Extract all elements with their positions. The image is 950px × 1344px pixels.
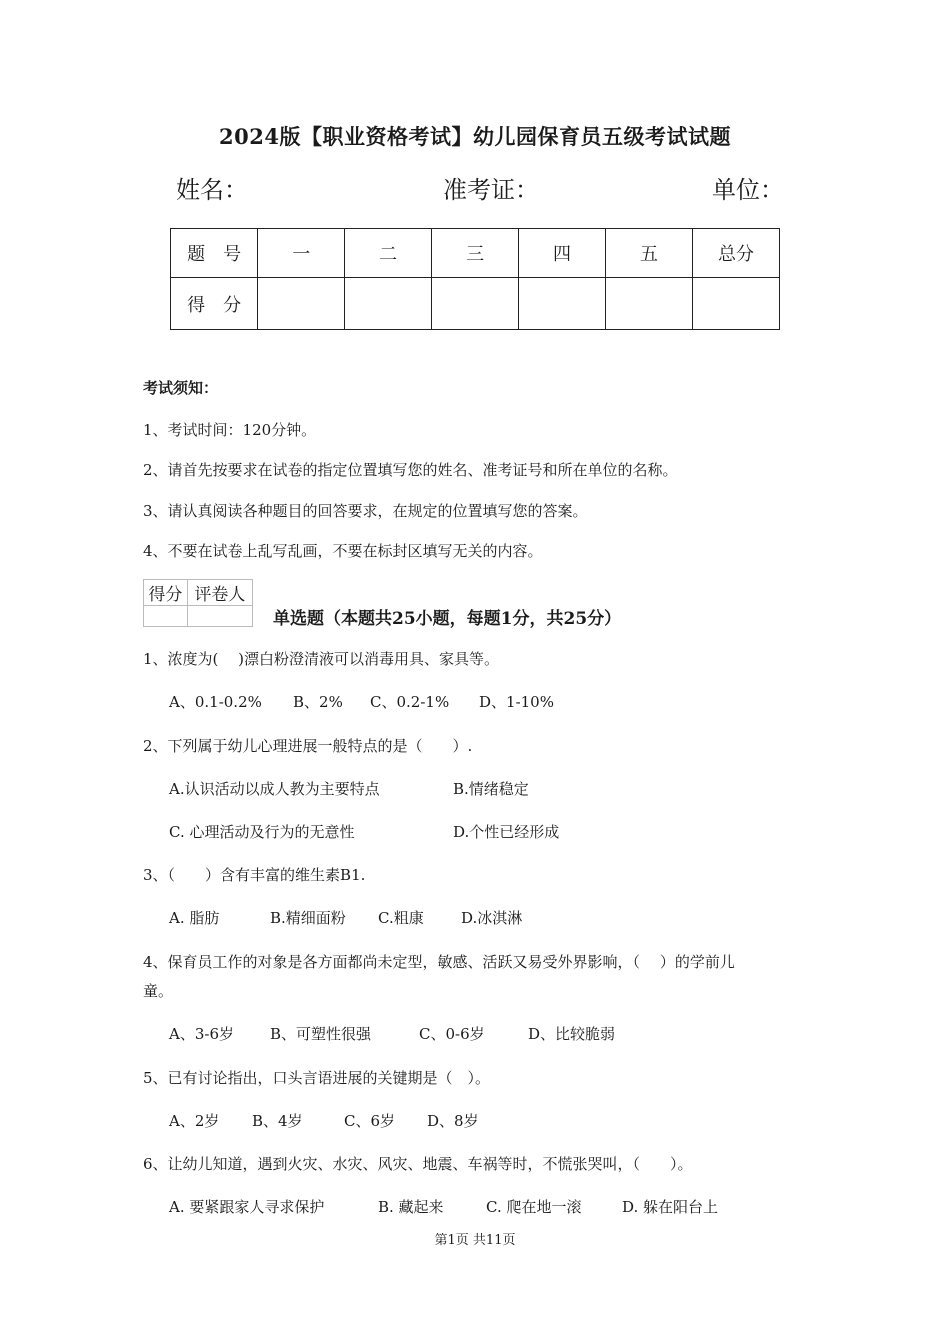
- question-option: D.个性已经形成: [453, 823, 560, 841]
- question-stem: 2、下列属于幼儿心理进展一般特点的是（ ）.: [143, 737, 473, 755]
- notice-item: 2、请首先按要求在试卷的指定位置填写您的姓名、准考证号和所在单位的名称。: [143, 461, 678, 479]
- question-option: D. 躲在阳台上: [622, 1198, 719, 1216]
- grader-name-label: 评卷人: [187, 580, 252, 606]
- score-cell[interactable]: [519, 278, 606, 330]
- question-option: C、6岁: [344, 1112, 396, 1130]
- score-cell[interactable]: [606, 278, 693, 330]
- question-option: A. 要紧跟家人寻求保护: [169, 1198, 325, 1216]
- question-option: D、1-10%: [479, 693, 554, 711]
- question-option: A、2岁: [169, 1112, 220, 1130]
- score-cell[interactable]: [258, 278, 345, 330]
- question-stem: 4、保育员工作的对象是各方面都尚未定型，敏感、活跃又易受外界影响，（ ）的学前儿: [143, 953, 735, 971]
- question-stem: 6、让幼儿知道，遇到火灾、水灾、风灾、地震、车祸等时，不慌张哭叫，（ ）。: [143, 1155, 693, 1173]
- notice-item: 3、请认真阅读各种题目的回答要求，在规定的位置填写您的答案。: [143, 502, 588, 520]
- question-stem: 1、浓度为( )漂白粉澄清液可以消毒用具、家具等。: [143, 650, 500, 668]
- question-stem: 3、（ ）含有丰富的维生素B1.: [143, 866, 366, 884]
- section-title: 单选题（本题共25小题，每题1分，共25分）: [273, 609, 622, 629]
- score-cell[interactable]: [345, 278, 432, 330]
- question-option: C. 爬在地一滚: [486, 1198, 582, 1216]
- exam-id-field-label: 准考证：: [443, 176, 539, 204]
- grader-score-cell[interactable]: [144, 606, 188, 627]
- score-table-header-row: [171, 229, 780, 278]
- question-option: A. 脂肪: [169, 909, 220, 927]
- question-option: A.认识活动以成人教为主要特点: [169, 780, 380, 798]
- question-option: D.冰淇淋: [461, 909, 523, 927]
- score-table-header-cell: 一: [258, 229, 345, 278]
- notice-item: 4、不要在试卷上乱写乱画，不要在标封区填写无关的内容。: [143, 542, 543, 560]
- question-option: C. 心理活动及行为的无意性: [169, 823, 355, 841]
- grader-score-label: 得分: [144, 580, 188, 606]
- score-table-header-cell: 二: [345, 229, 432, 278]
- grader-box: [143, 579, 253, 627]
- grader-name-cell[interactable]: [187, 606, 252, 627]
- question-option: A、3-6岁: [169, 1025, 234, 1043]
- question-option: C、0-6岁: [419, 1025, 485, 1043]
- page-footer: 第1页 共11页: [434, 1233, 516, 1248]
- notice-item: 1、考试时间：120分钟。: [143, 421, 317, 439]
- question-option: B、4岁: [252, 1112, 303, 1130]
- score-cell[interactable]: [432, 278, 519, 330]
- question-option: C.粗康: [378, 909, 424, 927]
- score-table-header-cell: 三: [432, 229, 519, 278]
- score-table: [170, 228, 780, 330]
- question-option: D、比较脆弱: [528, 1025, 616, 1043]
- question-option: B.精细面粉: [270, 909, 346, 927]
- question-option: B、可塑性很强: [270, 1025, 372, 1043]
- question-option: C、0.2-1%: [370, 693, 450, 711]
- unit-field-label: 单位：: [712, 176, 784, 204]
- question-stem-continuation: 童。: [143, 982, 174, 1000]
- question-option: B.情绪稳定: [453, 780, 529, 798]
- exam-title: 2024版【职业资格考试】幼儿园保育员五级考试试题: [219, 124, 731, 149]
- question-stem: 5、已有讨论指出，口头言语进展的关键期是（ ）。: [143, 1069, 491, 1087]
- score-table-header-cell: 总分: [692, 229, 779, 278]
- question-option: B、2%: [293, 693, 343, 711]
- name-field-label: 姓名：: [176, 176, 248, 204]
- notice-heading: 考试须知：: [143, 379, 219, 397]
- score-table-score-row: [171, 278, 780, 330]
- question-option: B. 藏起来: [378, 1198, 444, 1216]
- score-table-header-cell: 四: [519, 229, 606, 278]
- score-cell[interactable]: [692, 278, 779, 330]
- score-row-label: 得 分: [171, 278, 258, 330]
- question-option: D、8岁: [427, 1112, 479, 1130]
- question-option: A、0.1-0.2%: [169, 693, 262, 711]
- score-table-header-cell: 五: [606, 229, 693, 278]
- score-table-header-cell: 题 号: [171, 229, 258, 278]
